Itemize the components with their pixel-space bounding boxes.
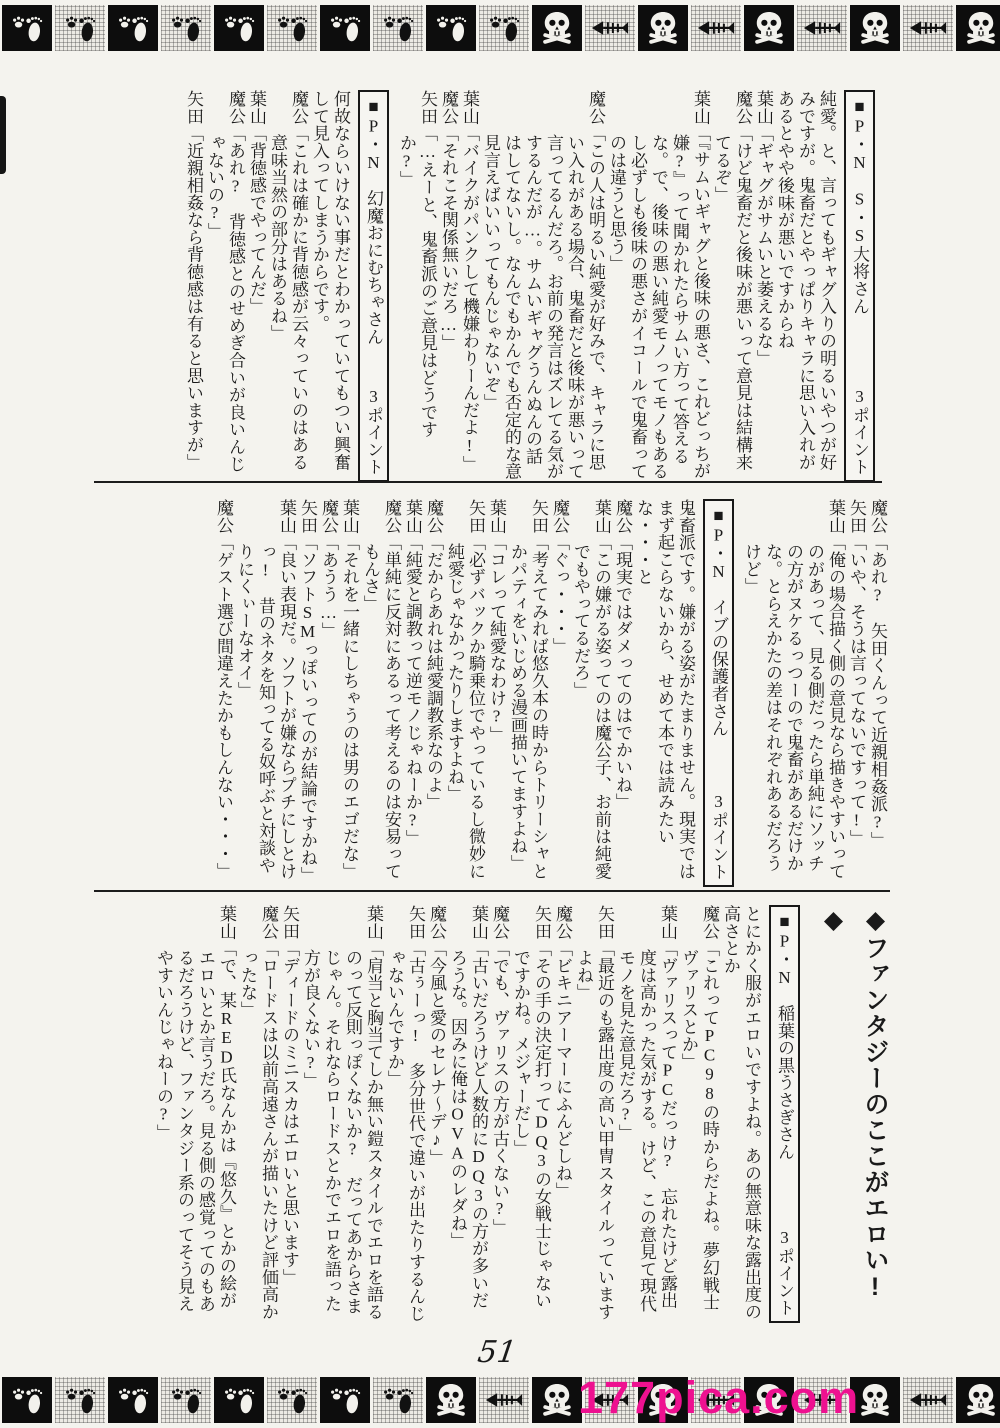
skull-tile	[956, 5, 1000, 51]
points-label: 3ポイント	[709, 791, 728, 880]
footprint-tile	[426, 5, 476, 51]
footprint-tile	[214, 1377, 264, 1423]
footprint-icon	[274, 11, 310, 45]
dialogue-line: 魔公「ロードスは以前高遠さんが描いたけど評価高かったな」	[238, 905, 278, 1321]
skull-tile	[532, 1377, 582, 1423]
qa-block-2	[90, 499, 888, 887]
scan-artifact	[0, 96, 6, 174]
skull-tile	[638, 5, 688, 51]
fishbone-tile	[903, 5, 953, 51]
fishbone-icon	[696, 18, 736, 38]
section-divider-2	[94, 890, 890, 892]
section-title: ◆ファンタジーのここがエロい!◆	[819, 905, 889, 1302]
dialogue-line: 魔公「この人は明るい純愛が好みで、キャラに思い入れがある場合、鬼畜だと後味が悪いって言ってるんだろ。お前の発言はズレてる気がするんだが…。サムいギャグうんぬんの話はしてないし。なんでもかんでも否定的な意見言えばいいってもんじゃないぞ」	[481, 90, 605, 481]
dialogue-line: 葉山「古いだろうけど人数的にDQ3の方が多いだろうな。因みに俺はOVAのレダね」	[448, 905, 488, 1309]
footprint-tile	[479, 5, 529, 51]
footprint-icon	[486, 11, 522, 45]
skull-icon	[644, 9, 682, 47]
dialogue-line: 葉山「この嫌がる姿ってのは魔公子、お前は純愛でもやってるだろ」	[571, 499, 611, 880]
footprint-icon	[168, 1383, 204, 1417]
dialogue-line: 矢田「いや、そうは言ってないですって!」	[847, 499, 866, 847]
skull-tile	[426, 1377, 476, 1423]
fishbone-icon	[908, 18, 948, 38]
footprint-icon	[433, 11, 469, 45]
footprint-icon	[221, 1383, 257, 1417]
fishbone-tile	[585, 5, 635, 51]
watermark: 177pica.com	[578, 1372, 860, 1423]
dialogue-line: 魔公「でも、ヴァリスの方が古くない?」	[490, 905, 509, 1236]
dialogue-line: 魔公「単純に反対にあるって考えるのは安易ってもんさ」	[361, 499, 401, 880]
pen-name-label: ■P・N S・S大将さん	[850, 97, 869, 315]
dialogue-line: 葉山「純愛と調教って逆モノじゃねーか?」	[403, 499, 422, 847]
footprint-tile	[320, 1377, 370, 1423]
dialogue-line: 魔公「それこそ関係無いだろ…」	[439, 90, 458, 352]
dialogue-line: 葉山「ヴァリスってPCだっけ? 忘れたけど露出度は高かった気がする。けど、この意見て現代モノを見た意見だろ?」	[616, 905, 677, 1313]
dialogue-line: 魔公「現実ではダメってのはでかいね」	[613, 499, 632, 811]
dialogue-line: 魔公「ビキニアーマーにふんどしね」	[553, 905, 572, 1200]
pen-name-box	[703, 499, 734, 887]
dialogue-line: 矢田「その手の決定打ってDQ3の女戦士じゃないですかね。メジャーだし」	[511, 905, 551, 1309]
footprint-icon	[327, 1383, 363, 1417]
dialogue-line: 葉山「コレって純愛なわけ?」	[487, 499, 506, 744]
dialogue-line: 葉山「『サムいギャグと後味の悪さ、これどっちが嫌?』って聞かれたらサムい方って答えるな。で、後味の悪い純愛モノってモノもあるし必ずしも後味の悪さがイコールで鬼畜ってのは違うと思う」	[607, 90, 710, 481]
footprint-icon	[9, 1383, 45, 1417]
pen-name-box	[358, 90, 389, 482]
reader-comment: 純愛。と、言ってもギャグ入りの明るいやつが好みですが。鬼畜だとやっぱりキャラに思い入れがあるとやや後味が悪いですからね	[775, 90, 836, 471]
reader-comment: とにかく服がエロいですよね。あの無意味な露出度の高さとか	[721, 905, 761, 1321]
reader-comment: 何故ならいけない事だとわかっていてもつい興奮して見入ってしまうからです。	[310, 90, 350, 471]
footprint-tile	[267, 5, 317, 51]
dialogue-line: 葉山「俺の場合描く側の意見なら描きやすいってのがあって、見る側だったら単純にソッチの方がヌケるっつーので鬼畜があるだけかな。とらえかたの差はそれぞれあるだろうけど」	[742, 499, 845, 880]
decorative-border-top	[0, 5, 1000, 53]
dialogue-line: 魔公「けど鬼畜だと後味が悪いって意見は結構来てるぞ」	[712, 90, 752, 471]
dialogue-line: 魔公「あうう…」	[319, 499, 338, 640]
footprint-tile	[55, 5, 105, 51]
dialogue-line: 矢田「考えてみれば悠久本の時からトリーシャとかパティをいじめる漫画描いてますよね」	[508, 499, 548, 880]
points-label: 3ポイント	[364, 386, 383, 475]
skull-icon	[856, 1381, 894, 1419]
footprint-icon	[9, 11, 45, 45]
fishbone-tile	[797, 5, 847, 51]
dialogue-line: 矢田「ソフトSMっぽいってのが結論ですかね」	[298, 499, 317, 884]
footprint-tile	[373, 1377, 423, 1423]
pen-name-box	[844, 90, 875, 482]
fishbone-tile	[691, 5, 741, 51]
skull-tile	[850, 5, 900, 51]
pen-name-label: ■P・N 幻魔おにむちゃさん	[364, 97, 383, 346]
skull-icon	[538, 9, 576, 47]
dialogue-line: 魔公「ゲスト選び間違えたかもしんない・・・」	[214, 499, 233, 880]
dialogue-line: 葉山「肩当と胸当てしか無い鎧スタイルでエロを語るのって反則っぽくないか? だってあからさまじゃん。それならロードスとかでエロを語った方が良くない?」	[301, 905, 383, 1321]
qa-block-1	[90, 90, 882, 482]
footprint-icon	[380, 11, 416, 45]
footprint-icon	[115, 1383, 151, 1417]
footprint-tile	[108, 5, 158, 51]
dialogue-line: 魔公「あれ? 矢田くんって近親相姦派?」	[868, 499, 887, 849]
footprint-icon	[327, 11, 363, 45]
points-label: 3ポイント	[775, 1227, 794, 1316]
footprint-tile	[108, 1377, 158, 1423]
footprint-tile	[55, 1377, 105, 1423]
footprint-tile	[161, 1377, 211, 1423]
skull-icon	[962, 9, 1000, 47]
skull-icon	[538, 1381, 576, 1419]
skull-tile	[956, 1377, 1000, 1423]
fishbone-icon	[484, 1390, 524, 1410]
dialogue-line: 葉山「で、某RED氏なんかは『悠久』とかの絵がエロいとか言うだろ。見る側の感覚ってのもあるだろうけど、ファンタジー系のってそう見えやすいんじゃねーの?」	[154, 905, 236, 1313]
dialogue-line: 葉山「それを一緒にしちゃうのは男のエゴだな」	[340, 499, 359, 880]
footprint-tile	[2, 5, 52, 51]
fishbone-icon	[908, 1390, 948, 1410]
dialogue-line: 魔公「これってPC98の時からだよね。夢幻戦士ヴァリスとか」	[679, 905, 719, 1311]
footprint-tile	[2, 1377, 52, 1423]
dialogue-line: 葉山「良い表現だ。ソフトが嫌ならプチにしとけっ! 昔のネタを知ってる奴呼ぶと対談やりにくぃーなオイ」	[235, 499, 296, 880]
points-label: 3ポイント	[850, 386, 869, 475]
fishbone-icon	[802, 18, 842, 38]
footprint-tile	[320, 5, 370, 51]
skull-icon	[856, 9, 894, 47]
pen-name-box	[769, 905, 800, 1323]
dialogue-line: 矢田「最近のも露出度の高い甲冑スタイルっていますよね」	[574, 905, 614, 1321]
footprint-icon	[380, 1383, 416, 1417]
fishbone-tile	[903, 1377, 953, 1423]
dialogue-line: 魔公「今風と愛のセレナ〜デ♪」	[427, 905, 446, 1167]
footprint-tile	[161, 5, 211, 51]
pen-name-label: ■P・N イブの保護者さん	[709, 506, 728, 737]
skull-tile	[744, 5, 794, 51]
section-divider-1	[94, 481, 882, 483]
dialogue-line: 魔公「これは確かに背徳感が云々っていのはある意味当然の部分はあるね」	[268, 90, 308, 471]
dialogue-line: 魔公「ぐっ・・・」	[550, 499, 569, 655]
footprint-icon	[62, 11, 98, 45]
skull-icon	[962, 1381, 1000, 1419]
skull-icon	[432, 1381, 470, 1419]
page-number: 51	[475, 1335, 519, 1370]
dialogue-line: 矢田「必ずバックか騎乗位でやっているし微妙に純愛じゃなかったりしますよね」	[445, 499, 485, 880]
dialogue-line: 矢田「ディードのミニスカはエロいと思います」	[280, 905, 299, 1286]
footprint-icon	[62, 1383, 98, 1417]
dialogue-line: 魔公「だからあれは純愛調教系なのよ」	[424, 499, 443, 811]
dialogue-line: 魔公「あれ? 背徳感とのせめぎ合いが良いんじゃないの?」	[205, 90, 245, 473]
dialogue-line: 葉山「ギャグがサムいと萎えるな」	[754, 90, 773, 367]
pen-name-label: ■P・N 稲葉の黒うさぎさん	[775, 912, 794, 1161]
dialogue-line: 葉山「バイクがパンクして機嫌わりーんだよ!」	[460, 90, 479, 473]
footprint-icon	[221, 11, 257, 45]
footprint-tile	[267, 1377, 317, 1423]
footprint-tile	[373, 5, 423, 51]
dialogue-line: 矢田「…えーと、鬼畜派のご意見はどうですか?」	[397, 90, 437, 438]
qa-block-3	[84, 905, 896, 1323]
fishbone-icon	[590, 18, 630, 38]
dialogue-line: 矢田「古ぅーっ! 多分世代で違いが出たりするんじゃないんですか」	[385, 905, 425, 1323]
footprint-tile	[214, 5, 264, 51]
dialogue-line: 矢田「近親相姦なら背徳感は有ると思いますが」	[184, 90, 203, 471]
dialogue-line: 葉山「背徳感でやってんだ」	[247, 90, 266, 315]
footprint-icon	[168, 11, 204, 45]
fishbone-tile	[479, 1377, 529, 1423]
reader-comment: 鬼畜派です。嫌がる姿がたまりません。現実ではまず起こらないから、せめて本では読みたいな・・・と	[634, 499, 695, 880]
footprint-icon	[115, 11, 151, 45]
footprint-icon	[274, 1383, 310, 1417]
skull-icon	[750, 9, 788, 47]
skull-tile	[532, 5, 582, 51]
